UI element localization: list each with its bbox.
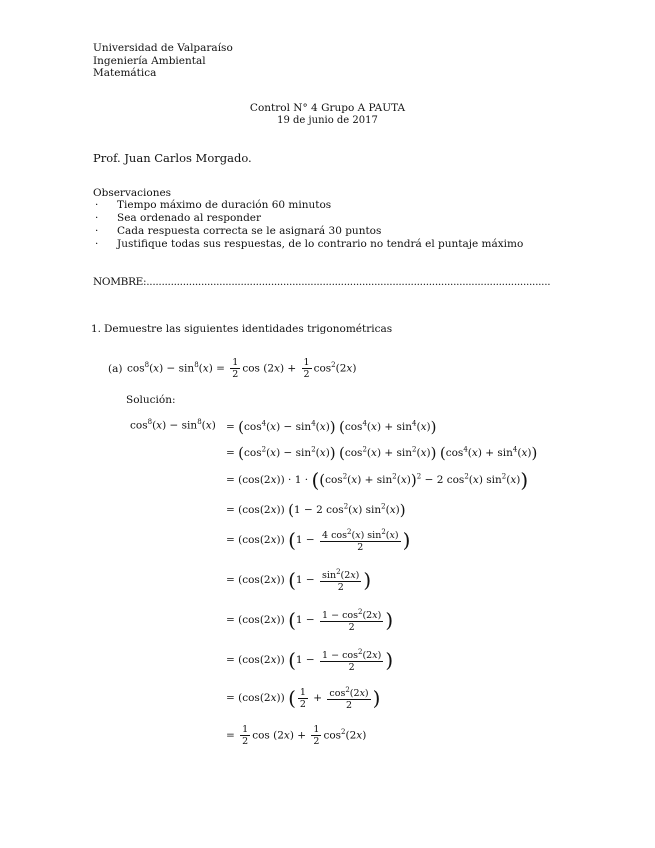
problem-statement: Demuestre las siguientes identidades trigonométricas xyxy=(104,323,393,335)
professor-name: Prof. Juan Carlos Morgado. xyxy=(93,151,252,165)
list-item: · Sea ordenado al responder xyxy=(95,212,262,224)
part-label: (a) xyxy=(108,363,123,375)
solution-label: Solución: xyxy=(126,394,176,406)
observaciones-heading: Observaciones xyxy=(93,187,172,199)
derivation-step-4: = (cos(2x)) (1 − 2 $\cos^2(x)$ $\sin^2(x)$) xyxy=(226,501,406,519)
derivation-step-9: = (cos(2x)) ( $\frac{1}{2}$ + $\frac{\cos^2(2x)}{2}$ ) xyxy=(226,686,381,712)
derivation-step-1: = $(\cos^4(x) - \sin^4(x)) (\cos^4(x) + \sin^4(x))$ xyxy=(226,418,437,436)
derivation-step-3: = $(\cos(2x)) \cdot 1 \cdot ((\cos^2(x) + \sin^2(x))^2 - 2$ $\cos^2(x)$ $\sin^2(x)$) xyxy=(226,468,529,492)
exam-date: 19 de junio de 2017 xyxy=(277,115,378,126)
problem-number: 1. xyxy=(91,323,102,335)
derivation-step-5: = (cos(2x)) (1 − $\frac{4 \cos^2(x) \sin^2(x)}{2}$ ) xyxy=(226,528,411,554)
bullet: · xyxy=(95,225,99,237)
subject-name: Matemática xyxy=(93,67,157,79)
bullet: · xyxy=(95,199,99,211)
list-item: · Cada respuesta correcta se le asignará 30 puntos xyxy=(95,225,382,237)
derivation-lhs: $\cos^8(x) - \sin^8(x)$ xyxy=(130,418,216,432)
derivation-step-10: = $\frac{1}{2}$ cos (2x) + $\frac{1}{2}$ $\cos^2(2x)$ xyxy=(226,724,367,747)
observaciones-list xyxy=(95,199,524,251)
derivation-step-6: = (cos(2x)) (1 − $\frac{\sin^2(2x)}{2}$ ) xyxy=(226,568,372,594)
derivation-step-8: = (cos(2x)) (1 − $\frac{1 - \cos^2(2x)}{2}$ ) xyxy=(226,648,394,674)
program-name: Ingeniería Ambiental xyxy=(93,54,206,67)
identity-statement: $\cos^8(x) - \sin^8(x)$ = $\frac{1}{2}$ cos (2x) + $\frac{1}{2}$ $\cos^2(2x)$ xyxy=(127,357,357,380)
name-field-line: NOMBRE:..................................................................................................................................... xyxy=(93,276,551,288)
university-name: Universidad de Valparaíso xyxy=(93,42,233,54)
derivation-step-7: = (cos(2x)) (1 − $\frac{1 - \cos^2(2x)}{2}$ ) xyxy=(226,608,394,634)
page-title: Control N° 4 Grupo A PAUTA xyxy=(249,102,406,114)
bullet: · xyxy=(95,212,99,224)
list-item: · Justifique todas sus respuestas, de lo contrario no tendrá el puntaje máximo xyxy=(95,238,524,250)
list-item: · Tiempo máximo de duración 60 minutos xyxy=(95,199,332,211)
bullet: · xyxy=(95,238,99,250)
derivation-step-2: = $(\cos^2(x) - \sin^2(x)) (\cos^2(x) + \sin^2(x)) (\cos^4(x) + \sin^4(x))$ xyxy=(226,444,538,462)
